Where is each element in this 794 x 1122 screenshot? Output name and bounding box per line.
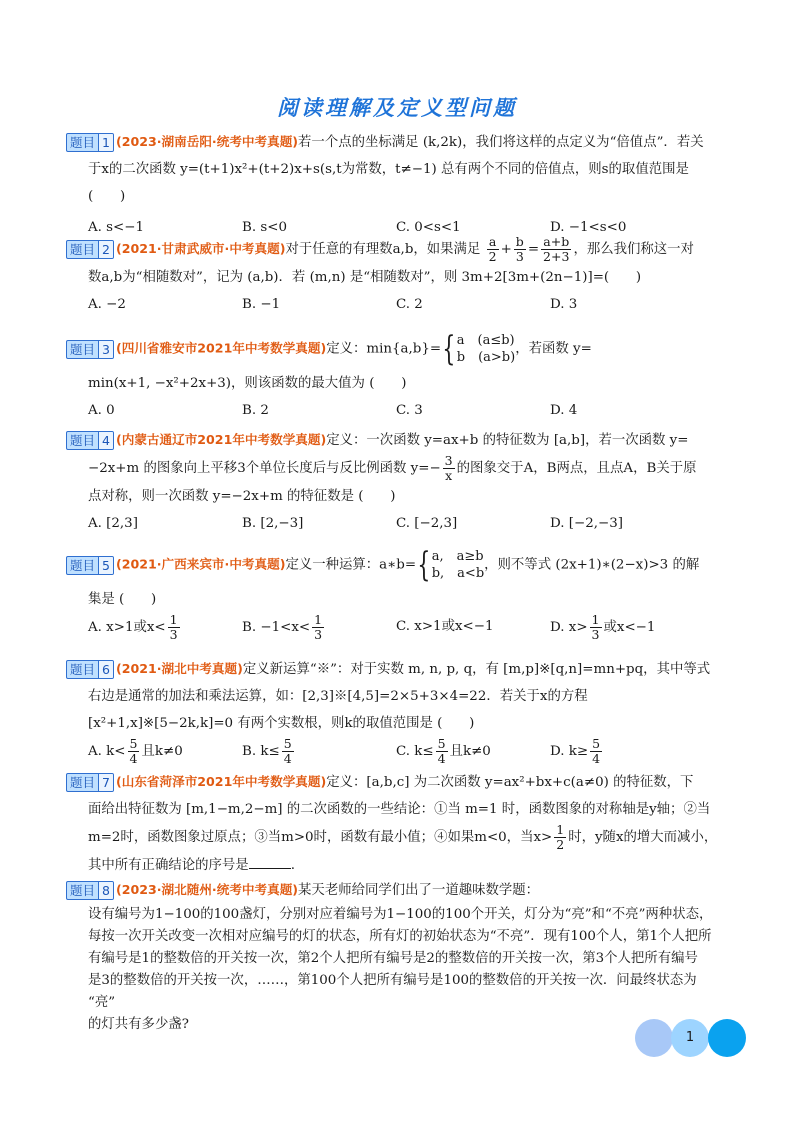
option-b[interactable]: B. k≤ $\frac{5}{4}$ bbox=[242, 736, 292, 766]
page-number-badge bbox=[635, 1019, 747, 1057]
fraction: $\frac{a}{2}$ bbox=[488, 234, 497, 264]
fraction: $\frac{1}{3}$ bbox=[591, 612, 600, 642]
option-b[interactable]: B. −1 bbox=[242, 297, 281, 312]
fraction: $\frac{5}{4}$ bbox=[592, 736, 601, 766]
question-tag: 题目 4 bbox=[66, 431, 114, 450]
question-source: (内蒙古通辽市2021年中考数学真题) bbox=[115, 432, 327, 447]
option-d[interactable]: D. x> $\frac{1}{3}$ 或x<−1 bbox=[550, 612, 656, 642]
option-c[interactable]: C. 0<s<1 bbox=[396, 220, 461, 235]
question-text: 设有编号为1−100的100盏灯，分别对应着编号为1−100的100个开关，灯分为“亮”和“不亮”两种状态， bbox=[88, 907, 713, 922]
question-tag: 题目 3 bbox=[66, 340, 114, 359]
question-tag: 题目 5 bbox=[66, 556, 114, 575]
answer-bracket: ( ) bbox=[88, 189, 126, 204]
option-d[interactable]: D. 3 bbox=[550, 297, 578, 312]
fraction: $\frac{5}{4}$ bbox=[437, 736, 446, 766]
question-text: 其中所有正确结论的序号是 bbox=[88, 858, 249, 873]
page-number: 1 bbox=[685, 1030, 695, 1045]
question-text: “亮” bbox=[88, 995, 116, 1010]
question-text: m=2时，函数图象过原点；③当m>0时，函数有最小值；④如果m<0，当x> bbox=[88, 830, 553, 845]
question-text: 集是 ( ) bbox=[88, 592, 157, 607]
question-6 bbox=[66, 655, 726, 766]
question-text: 某天老师给同学们出了一道趣味数学题： bbox=[298, 883, 540, 898]
option-a[interactable]: A. 0 bbox=[88, 403, 115, 418]
question-text: 有编号是1的整数倍的开关按一次，第2个人把所有编号是2的整数倍的开关按一次，第3个人把所有编号 bbox=[88, 951, 698, 966]
question-tag: 题目 6 bbox=[66, 660, 114, 679]
question-tag: 题目 1 bbox=[66, 133, 114, 152]
option-d[interactable]: D. 4 bbox=[550, 403, 578, 418]
question-text: 的灯共有多少盏? bbox=[88, 1017, 189, 1032]
question-text: ，若函数 y= bbox=[515, 341, 592, 357]
option-a[interactable]: A. [2,3] bbox=[88, 516, 138, 531]
fraction: $\frac{5}{4}$ bbox=[283, 736, 292, 766]
option-b[interactable]: B. −1<x< $\frac{1}{3}$ bbox=[242, 612, 323, 642]
question-text: 定义：一次函数 y=ax+b 的特征数为 [a,b]，若一次函数 y= bbox=[326, 433, 689, 448]
question-text: 定义新运算“※”：对于实数 m, n, p, q，有 [m,p]※[q,n]=mn+pq，其中等式 bbox=[242, 662, 711, 677]
fraction: $\frac{a+b}{2+3}$ bbox=[543, 234, 570, 264]
question-text: 每按一次开关改变一次相对应编号的灯的状态，所有灯的初始状态为“不亮”．现有100个人，第1个人把所 bbox=[88, 929, 712, 944]
fraction: $\frac{1}{2}$ bbox=[556, 822, 565, 852]
option-d[interactable]: D. −1<s<0 bbox=[550, 220, 627, 235]
option-list bbox=[66, 510, 726, 537]
fraction: $\frac{3}{x}$ bbox=[444, 453, 453, 483]
question-source: (2023·湖南岳阳·统考中考真题) bbox=[115, 134, 299, 149]
question-text: 对于任意的有理数a,b，如果满足 bbox=[285, 242, 481, 257]
question-4 bbox=[66, 426, 726, 537]
question-tag: 题目 7 bbox=[66, 773, 114, 792]
question-text: 右边是通常的加法和乘法运算，如：[2,3]※[4,5]=2×5+3×4=22．若关于x的方程 bbox=[88, 689, 588, 704]
fraction: $\frac{1}{3}$ bbox=[169, 612, 178, 642]
piecewise-cases: a, a≥b b, a<b bbox=[431, 549, 485, 581]
question-text: min(x+1, −x²+2x+3)，则该函数的最大值为 ( ) bbox=[88, 376, 407, 391]
option-c[interactable]: C. [−2,3] bbox=[396, 516, 458, 531]
question-text: 定义一种运算：a∗b= bbox=[285, 557, 417, 573]
question-source: (山东省菏泽市2021年中考数学真题) bbox=[115, 774, 327, 789]
option-a[interactable]: A. x>1或x< $\frac{1}{3}$ bbox=[88, 612, 178, 642]
option-c[interactable]: C. x>1或x<−1 bbox=[396, 619, 494, 634]
question-text: −2x+m 的图象向上平移3个单位长度后与反比例函数 y=− bbox=[88, 461, 441, 476]
option-b[interactable]: B. 2 bbox=[242, 403, 269, 418]
question-source: (四川省雅安市2021年中考数学真题) bbox=[115, 340, 327, 356]
left-brace: { bbox=[417, 545, 431, 585]
option-c[interactable]: C. 2 bbox=[396, 297, 423, 312]
option-b[interactable]: B. [2,−3] bbox=[242, 516, 304, 531]
option-list bbox=[66, 613, 726, 642]
question-text: 定义：[a,b,c] 为二次函数 y=ax²+bx+c(a≠0) 的特征数，下 bbox=[326, 775, 694, 790]
question-text: ，则不等式 (2x+1)∗(2−x)>3 的解 bbox=[484, 557, 700, 573]
question-text: 数a,b为“相随数对”，记为 (a,b)．若 (m,n) 是“相随数对”，则 3m+2[3m+(2n−1)]=( ) bbox=[88, 270, 642, 285]
option-list bbox=[66, 737, 726, 766]
question-source: (2021·湖北中考真题) bbox=[115, 661, 243, 676]
option-a[interactable]: A. −2 bbox=[88, 297, 126, 312]
option-c[interactable]: C. k≤ $\frac{5}{4}$ 且k≠0 bbox=[396, 736, 491, 766]
question-text: 时，y随x的增大而减小， bbox=[568, 830, 718, 845]
question-5 bbox=[66, 545, 726, 642]
question-text: 的图象交于A，B两点，且点A，B关于原 bbox=[456, 461, 697, 476]
option-c[interactable]: C. 3 bbox=[396, 403, 423, 418]
question-text: 定义：min{a,b}= bbox=[326, 341, 442, 357]
question-source: (2023·湖北随州·统考中考真题) bbox=[115, 882, 299, 897]
option-d[interactable]: D. k≥ $\frac{5}{4}$ bbox=[550, 736, 601, 766]
fraction: $\frac{5}{4}$ bbox=[129, 736, 138, 766]
question-tag: 题目 2 bbox=[66, 240, 114, 259]
question-2: 题目 2 (2021·甘肃武威市·中考真题)对于任意的有理数a,b，如果满足 $\frac{a}{2}$ + $\frac{b}{3}$ = $\frac{a+b}{2+3}$ ，那么我们称这一对 数a,b为“相随数对”，记为 (a,b)．若 (m,n) 是“相随数对”，则 3m+2[3m+(2n−1)]=( ) A. −2 B. −1 C. 2 D. 3 bbox=[66, 235, 726, 318]
question-text: 于x的二次函数 y=(t+1)x²+(t+2)x+s(s,t为常数，t≠−1) 总有两个不同的倍值点，则s的取值范围是 bbox=[88, 162, 689, 177]
question-3 bbox=[66, 329, 726, 424]
question-text: [x²+1,x]※[5−2k,k]=0 有两个实数根，则k的取值范围是 ( ) bbox=[88, 716, 475, 731]
question-1 bbox=[66, 128, 726, 241]
option-d[interactable]: D. [−2,−3] bbox=[550, 516, 623, 531]
option-b[interactable]: B. s<0 bbox=[242, 220, 287, 235]
question-7: 题目 7 (山东省菏泽市2021年中考数学真题)定义：[a,b,c] 为二次函数 y=ax²+bx+c(a≠0) 的特征数，下 面给出特征数为 [m,1−m,2−m] 的二次函数的一些结论：①当 m=1 时，函数图象的对称轴是y轴；②当 m=2时，函数图象过原点；③当m>0时，函数有最小值；④如果m<0，当x> $\frac{1}{2}$ 时，y随x的增大而减小， 其中所有正确结论的序号是 . bbox=[66, 768, 726, 879]
page-title: 阅读理解及定义型问题 bbox=[277, 96, 517, 120]
question-text: 点对称，则一次函数 y=−2x+m 的特征数是 ( ) bbox=[88, 489, 396, 504]
question-text: ，那么我们称这一对 bbox=[573, 242, 694, 257]
option-list bbox=[66, 397, 726, 424]
answer-blank[interactable] bbox=[249, 854, 291, 869]
fraction: $\frac{b}{3}$ bbox=[515, 234, 524, 264]
question-text: 是3的整数倍的开关按一次，……，第100个人把所有编号是100的整数倍的开关按一次．问最终状态为 bbox=[88, 973, 697, 988]
option-a[interactable]: A. s<−1 bbox=[88, 220, 145, 235]
question-tag: 题目 8 bbox=[66, 881, 114, 900]
piecewise-cases: a (a≤b) b (a>b) bbox=[456, 333, 516, 365]
fraction: $\frac{1}{3}$ bbox=[314, 612, 323, 642]
left-brace: { bbox=[442, 329, 456, 369]
option-a[interactable]: A. k< $\frac{5}{4}$ 且k≠0 bbox=[88, 736, 183, 766]
question-source: (2021·广西来宾市·中考真题) bbox=[115, 556, 286, 572]
decor-circle bbox=[708, 1019, 746, 1057]
question-text: 若一个点的坐标满足 (k,2k)，我们将这样的点定义为“倍值点”．若关 bbox=[298, 135, 704, 150]
question-8 bbox=[66, 876, 726, 1036]
option-list bbox=[66, 291, 726, 318]
question-text: 面给出特征数为 [m,1−m,2−m] 的二次函数的一些结论：①当 m=1 时，函数图象的对称轴是y轴；②当 bbox=[88, 802, 711, 817]
decor-circle bbox=[635, 1019, 673, 1057]
question-source: (2021·甘肃武威市·中考真题) bbox=[115, 241, 286, 256]
